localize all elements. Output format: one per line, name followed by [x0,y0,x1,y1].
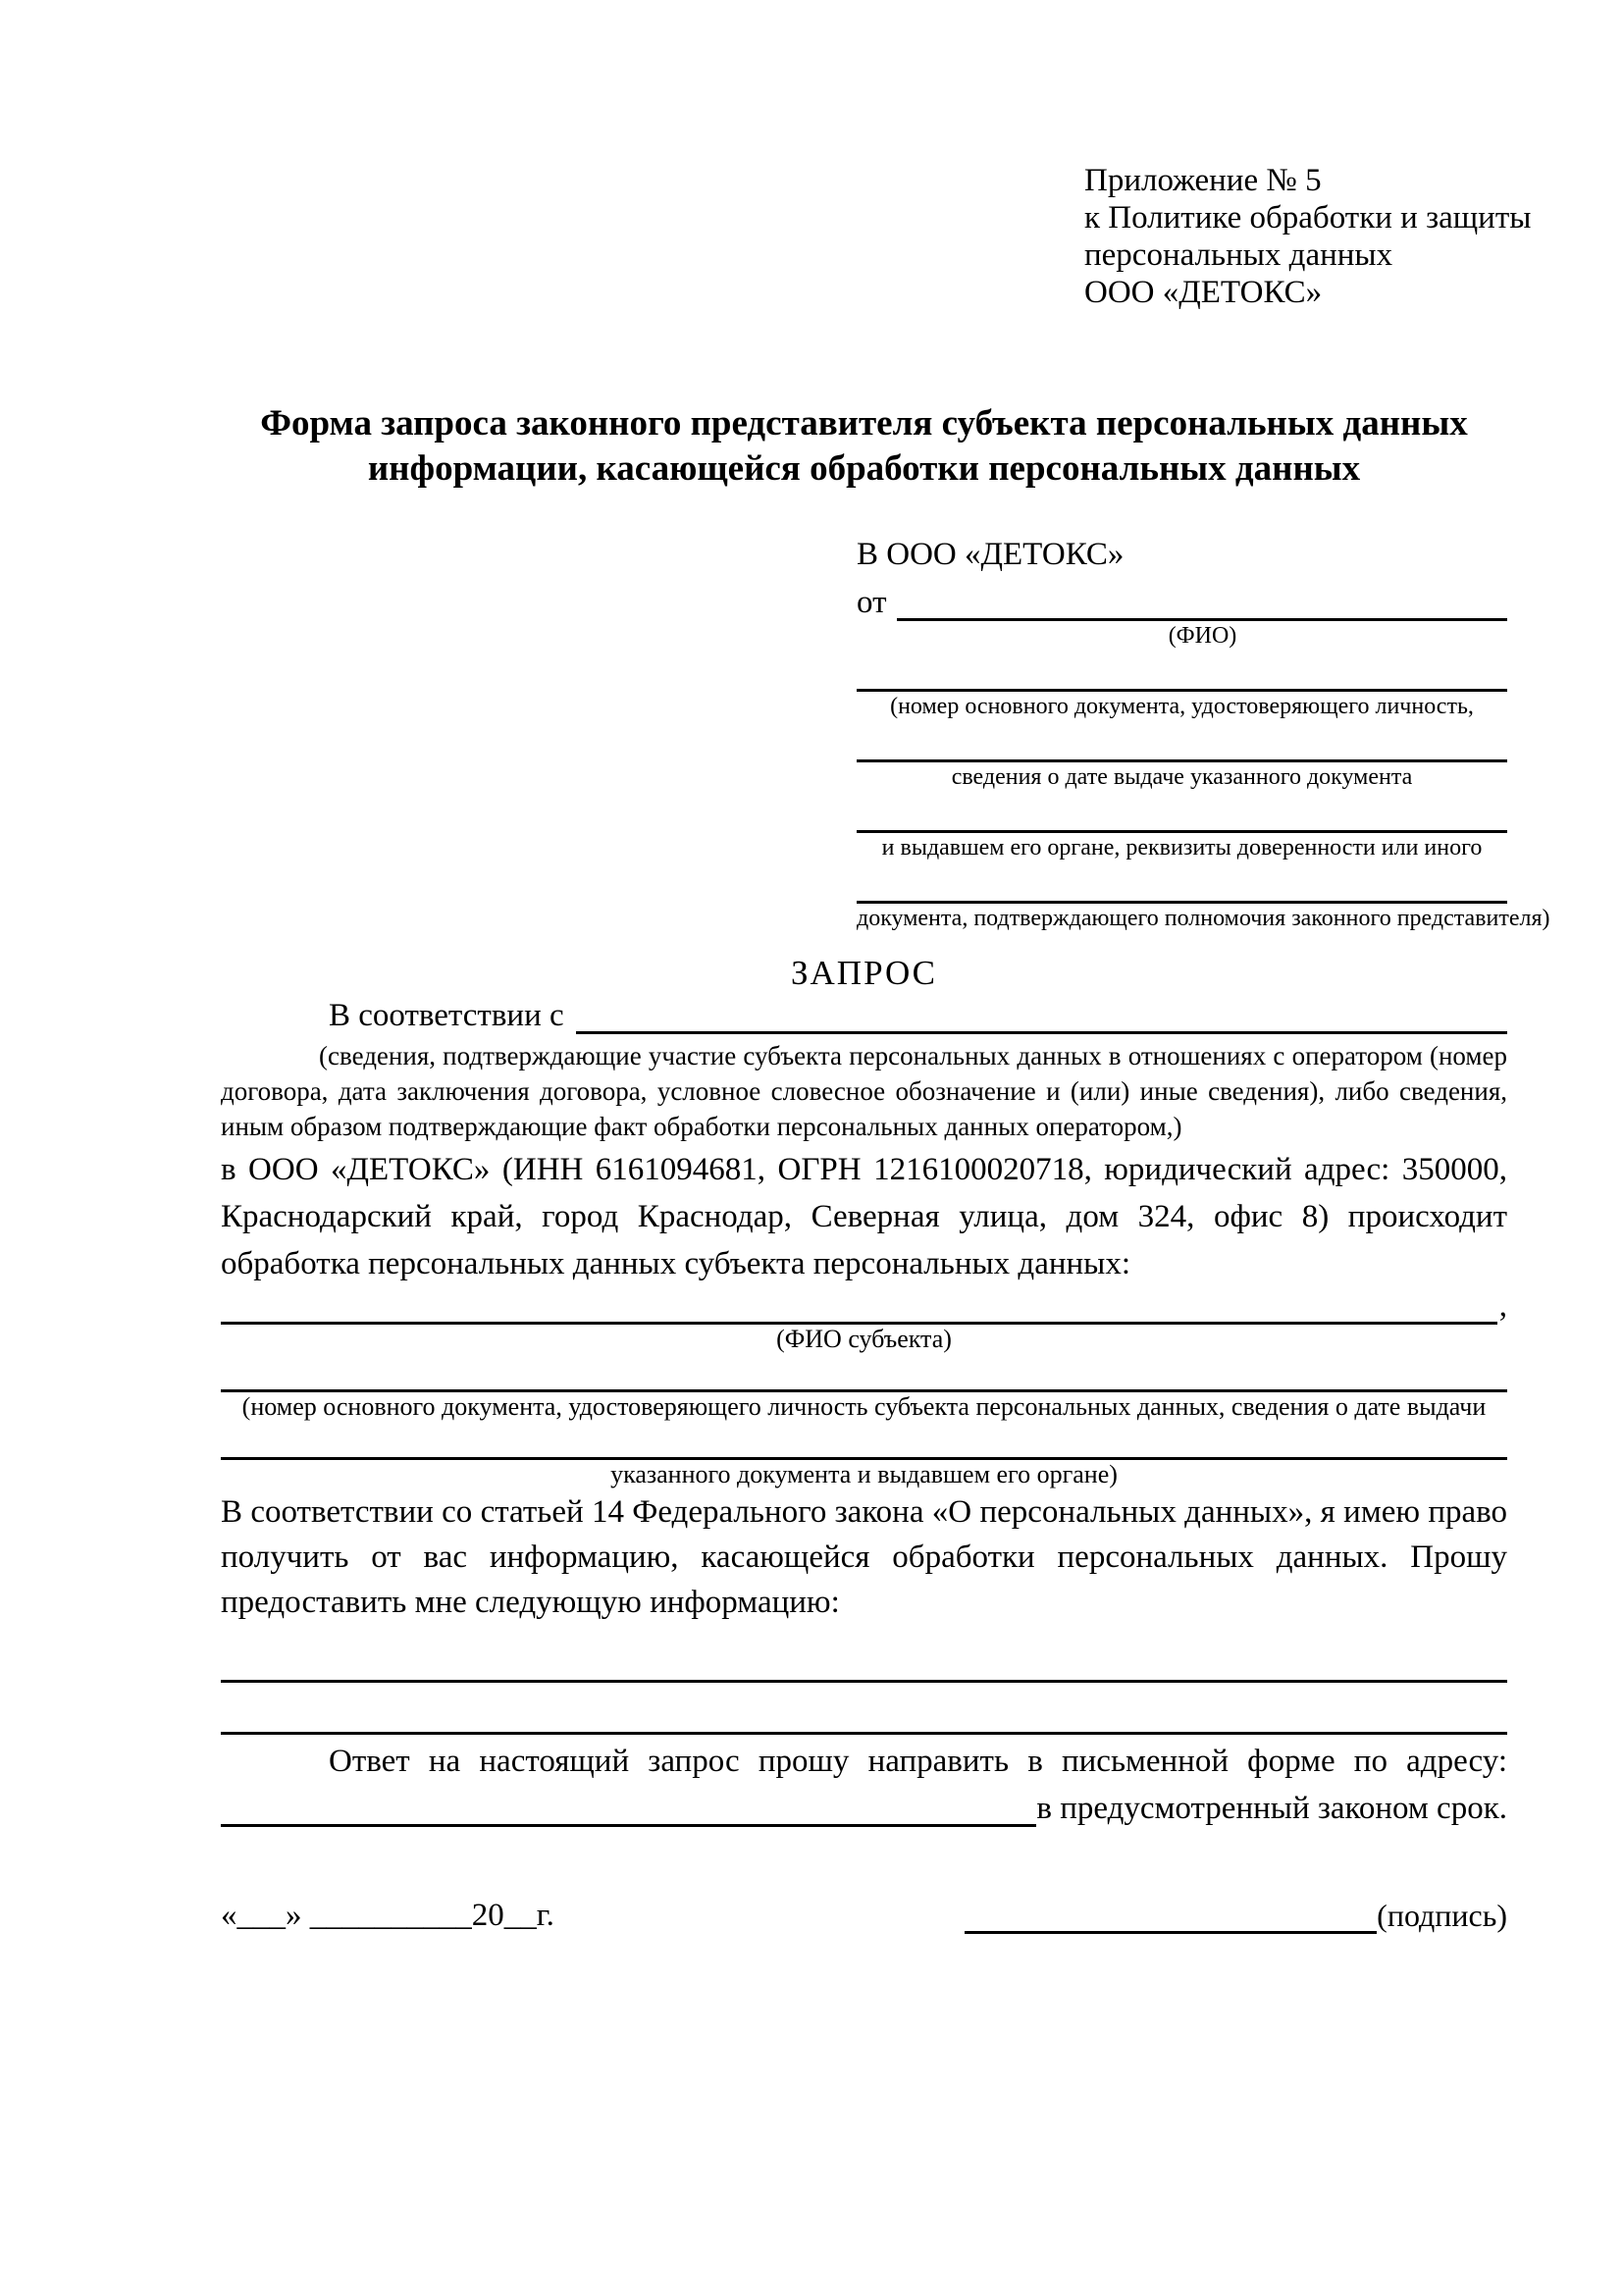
fio-caption: (ФИО) [1168,623,1237,649]
doc-caption-4: документа, подтверждающего полномочия законного представителя) [857,906,1550,931]
subject-fio-caption: (ФИО субъекта) [776,1325,952,1353]
accordance-fill-line [576,994,1507,1034]
doc-fill-line-2 [857,722,1507,762]
answer-tail: в предусмотренный законом срок. [1036,1791,1507,1826]
answer-address-row [221,1784,1507,1827]
info-fill-line-1 [221,1644,1507,1683]
date-line: «___» __________20__г. [221,1898,554,1933]
appendix-line: ООО «ДЕТОКС» [1084,275,1323,310]
appendix-line: персональных данных [1084,237,1393,273]
address-fill-line [221,1787,1036,1827]
doc-fill-line-3 [857,793,1507,833]
doc-caption-1: (номер основного документа, удостоверяющего личность, [890,694,1474,719]
subject-doc-fill-line-1 [221,1354,1507,1392]
addressee-block [857,533,1550,934]
footer-row [221,1896,1507,1934]
subject-doc-caption-top: (номер основного документа, удостоверяющего личность субъекта персональных данных, сведения о дате выдачи [241,1392,1487,1421]
signature-caption: (подпись) [1377,1898,1507,1933]
appendix-line: к Политике обработки и защиты [1084,200,1532,235]
doc-fill-line-1 [857,652,1507,692]
operator-paragraph: в ООО «ДЕТОКС» (ИНН 6161094681, ОГРН 1216100020718, юридический адрес: 350000, Краснодарский край, город Краснодар, Северная улица, дом 324, офис 8) происходит обработка персональных данных субъекта персональных данных: [221,1152,1507,1281]
doc-fill-line-4 [857,863,1507,904]
document-title: Форма запроса законного представителя субъекта персональных данных информации, касающейся обработки персональных данных [260,403,1468,489]
appendix-block [1084,162,1532,311]
subject-line-comma: , [1498,1288,1507,1324]
signature-block [965,1896,1507,1934]
doc-caption-2: сведения о дате выдаче указанного документа [951,764,1413,790]
subject-fio-fill-line [221,1284,1497,1325]
request-heading: ЗАПРОС [790,954,938,992]
subject-doc-caption-bottom: указанного документа и выдавшем его органе) [610,1460,1118,1488]
doc-caption-3: и выдавшем его органе, реквизиты доверенности или иного [881,835,1483,861]
from-row [857,576,1507,621]
subject-fio-row [221,1287,1507,1325]
answer-paragraph: Ответ на настоящий запрос прошу направить в письменной форме по адресу: [329,1744,1507,1779]
fio-fill-line [897,581,1508,621]
info-fill-line-2 [221,1683,1507,1735]
signature-fill-line [965,1896,1377,1934]
from-label: от [857,585,887,620]
appendix-line: Приложение № 5 [1084,163,1322,198]
accordance-note: (сведения, подтверждающие участие субъекта персональных данных в отношениях с оператором (номер договора, дата заключения договора, условное словесное обозначение и (или) иные сведения), либо сведения, иным образом подтверждающие факт обработки персональных данных оператором,) [221,1041,1507,1141]
addressee-organization: В ООО «ДЕТОКС» [857,537,1125,572]
accordance-label: В соответствии с [329,998,564,1033]
accordance-row [221,995,1507,1034]
law-paragraph: В соответствии со статьей 14 Федерального закона «О персональных данных», я имею право получить от вас информацию, касающейся обработки персональных данных. Прошу предоставить мне следующую информацию: [221,1494,1507,1620]
subject-doc-fill-line-2 [221,1422,1507,1460]
